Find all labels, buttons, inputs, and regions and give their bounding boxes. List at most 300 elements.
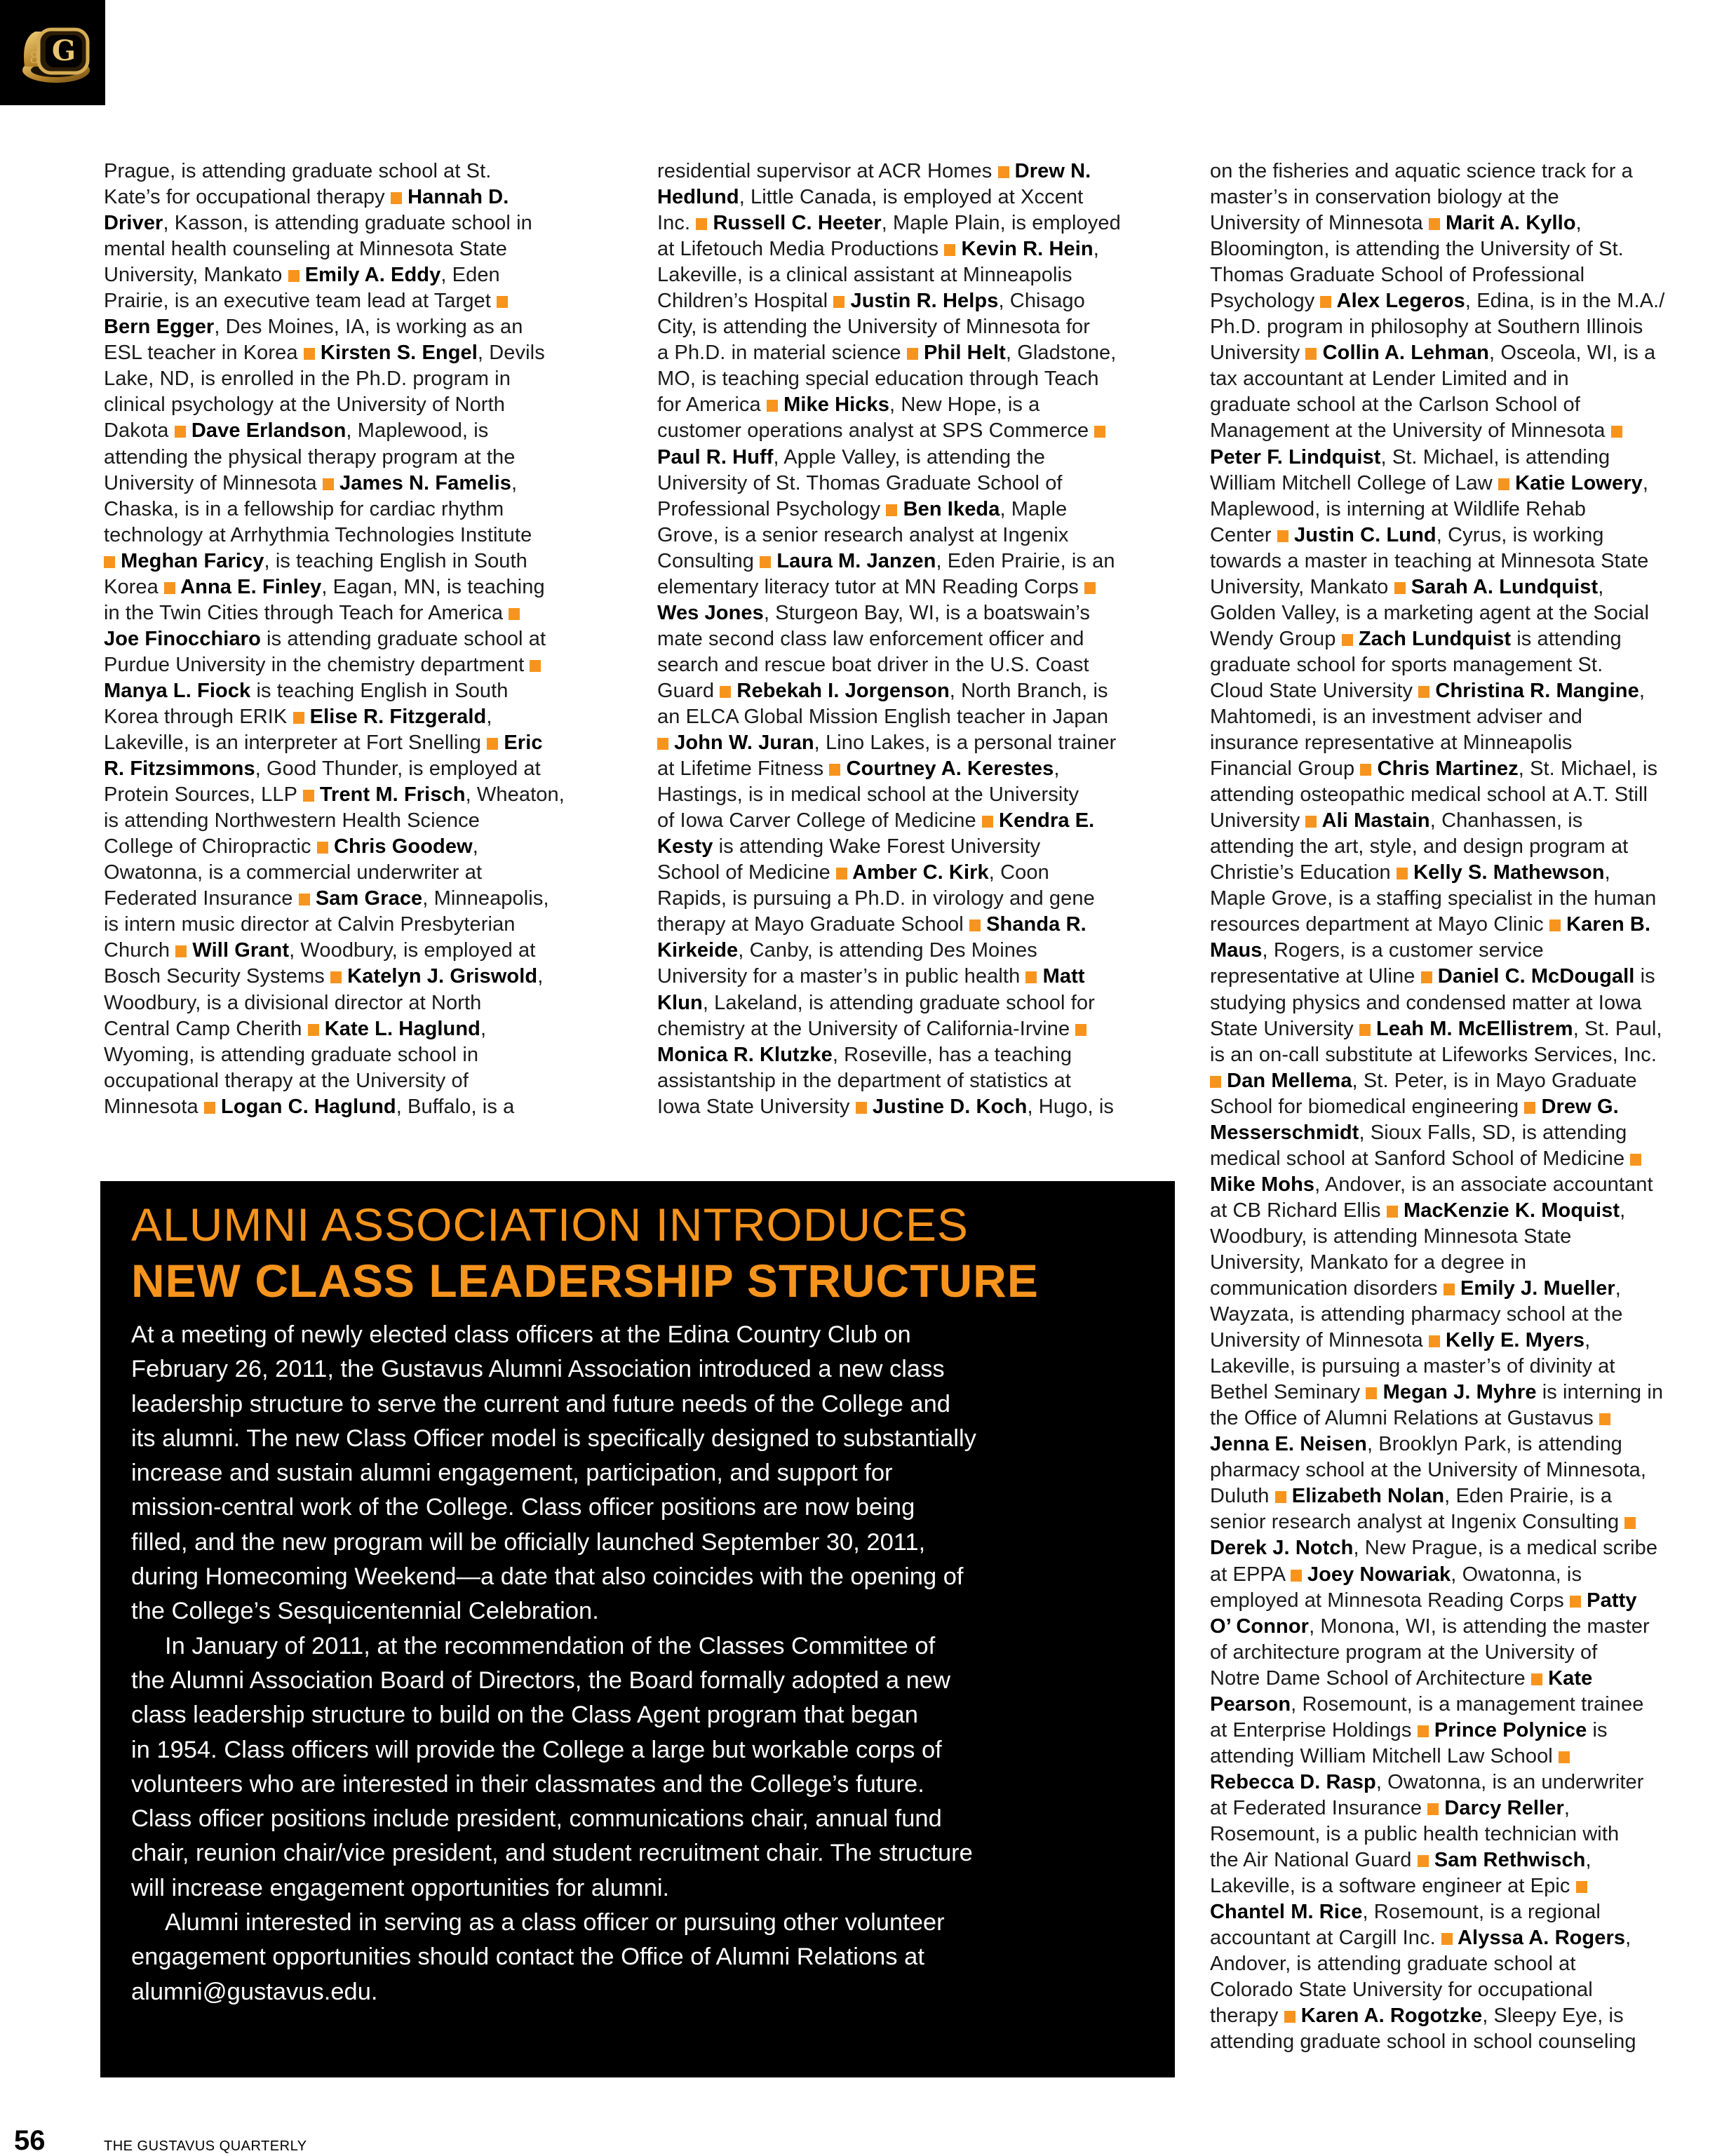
square-bullet-icon — [836, 868, 847, 880]
text-line — [1210, 1821, 1729, 1847]
text-line — [1210, 523, 1729, 548]
text-line — [1210, 808, 1729, 834]
square-bullet-icon — [1624, 1517, 1636, 1529]
text-line — [657, 392, 1173, 418]
text-line — [104, 626, 619, 652]
note-text: Psychology — [1210, 290, 1321, 313]
text-line — [1210, 1354, 1729, 1380]
square-bullet-icon — [1441, 1933, 1453, 1945]
note-text: is interning in — [1536, 1381, 1664, 1404]
note-text: Colorado State University for occupational — [1210, 1979, 1593, 2002]
note-text: Inc. — [657, 212, 697, 235]
text-line — [657, 704, 1173, 730]
alumnus-name: Rebekah I. Jorgenson — [731, 679, 950, 702]
square-bullet-icon — [323, 478, 334, 490]
note-text: , Gladstone, — [1005, 342, 1117, 365]
note-text: therapy — [1210, 2005, 1284, 2028]
note-text: at Lifetouch Media Productions — [657, 238, 945, 261]
note-text: University of Minnesota — [1210, 1329, 1429, 1352]
page-number: 56 — [14, 2125, 46, 2156]
alumnus-name: Alyssa A. Rogers — [1452, 1927, 1626, 1950]
note-text: , — [511, 471, 518, 494]
text-line — [104, 288, 619, 314]
text-line — [1210, 626, 1729, 652]
text-line — [1210, 1457, 1729, 1483]
feature-body-line: chair, reunion chair/vice president, and student recruitment chair. The structure — [131, 1840, 973, 1867]
svg-text:8: 8 — [29, 50, 39, 67]
publication-title: THE GUSTAVUS QUARTERLY — [104, 2138, 307, 2154]
text-line — [1210, 1925, 1729, 1951]
feature-article-box — [100, 1181, 1175, 2077]
note-text: , Woodbury, is employed at — [289, 939, 536, 962]
square-bullet-icon — [175, 426, 186, 438]
square-bullet-icon — [104, 556, 115, 568]
alumnus-name: Ali Mastain — [1317, 809, 1430, 833]
note-text: , — [1598, 575, 1604, 598]
feature-body-line: leadership structure to serve the current and future needs of the College and — [131, 1390, 950, 1417]
note-text: Cloud State University — [1210, 679, 1419, 702]
note-text: , Buffalo, is a — [396, 1095, 515, 1118]
feature-headline-bold: NEW CLASS LEADERSHIP STRUCTURE — [131, 1255, 1039, 1307]
feature-body-line: volunteers who are interested in their classmates and the College’s future. — [131, 1770, 924, 1798]
note-text: at EPPA — [1210, 1563, 1291, 1586]
note-text: is attending graduate school at — [260, 627, 546, 650]
note-text: is attending Wake Forest University — [713, 835, 1041, 858]
alumnus-name: Russell C. Heeter — [707, 212, 882, 235]
note-text: representative at Uline — [1210, 965, 1421, 988]
square-bullet-icon — [1630, 1154, 1641, 1166]
alumnus-name: Daniel C. McDougall — [1432, 965, 1635, 988]
note-text: , Roseville, has a teaching — [832, 1043, 1072, 1066]
note-text: Bethel Seminary — [1210, 1381, 1366, 1404]
note-text: , — [1575, 212, 1582, 235]
square-bullet-icon — [833, 296, 845, 308]
text-line — [657, 366, 1173, 392]
alumnus-name: Anna E. Finley — [175, 575, 322, 598]
square-bullet-icon — [1524, 1102, 1535, 1114]
feature-body-line: mission-central work of the College. Class officer positions are now being — [131, 1494, 915, 1521]
text-line — [1210, 1692, 1729, 1718]
note-text: , — [1642, 471, 1648, 494]
square-bullet-icon — [1418, 1855, 1429, 1867]
text-line — [1210, 1328, 1729, 1354]
alumnus-name: Elise R. Fitzgerald — [304, 705, 487, 728]
text-line — [104, 1068, 619, 1094]
square-bullet-icon — [767, 400, 778, 412]
text-line — [657, 288, 1173, 314]
square-bullet-icon — [1421, 971, 1432, 983]
text-line — [1210, 366, 1729, 392]
square-bullet-icon — [487, 738, 498, 750]
alumnus-name: Chris Goodew — [328, 835, 473, 858]
note-text: medical school at Sanford School of Medicine — [1210, 1147, 1631, 1170]
alumnus-name: Katelyn J. Griswold — [342, 965, 538, 988]
note-text: assistantship in the department of statistics at — [657, 1069, 1071, 1092]
note-text: at Enterprise Holdings — [1210, 1718, 1418, 1741]
alumnus-name: Paul R. Huff — [657, 445, 774, 469]
square-bullet-icon — [1094, 426, 1105, 438]
text-line — [1210, 678, 1729, 704]
text-line — [1210, 964, 1729, 990]
note-text: master’s in conservation biology at the — [1210, 186, 1559, 209]
note-text: Minnesota — [104, 1095, 204, 1118]
alumnus-name: Kate — [1542, 1666, 1593, 1690]
note-text: , Chisago — [998, 290, 1085, 313]
note-text: , Lino Lakes, is a personal trainer — [814, 732, 1117, 755]
square-bullet-icon — [304, 348, 315, 360]
text-line — [1210, 704, 1729, 730]
note-text: technology at Arrhythmia Technologies Institute — [104, 523, 532, 546]
square-bullet-icon — [330, 971, 342, 983]
square-bullet-icon — [696, 218, 707, 230]
text-line — [104, 366, 619, 392]
square-bullet-icon — [657, 738, 668, 750]
note-text: attending the art, style, and design program at — [1210, 835, 1629, 858]
note-text: , — [480, 1017, 487, 1040]
square-bullet-icon — [204, 1102, 215, 1114]
note-text: chemistry at the University of California-Irvine — [657, 1017, 1076, 1040]
square-bullet-icon — [720, 686, 731, 698]
note-text: , — [1620, 1199, 1626, 1222]
note-text: is — [1634, 965, 1655, 988]
note-text: Owatonna, is a commercial underwriter at — [104, 861, 483, 884]
note-text: on the fisheries and aquatic science track for a — [1210, 160, 1633, 182]
alumnus-name: Wes Jones — [657, 601, 764, 624]
note-text: Church — [104, 939, 176, 962]
note-text: , Eden Prairie, is an — [936, 549, 1115, 572]
text-line — [1210, 1172, 1729, 1198]
alumnus-name: Rebecca D. Rasp — [1210, 1770, 1376, 1793]
note-text: University of Minnesota — [104, 471, 323, 494]
class-ring-logo — [0, 0, 105, 105]
square-bullet-icon — [1291, 1570, 1302, 1582]
note-text: , Brooklyn Park, is attending — [1366, 1433, 1622, 1456]
note-text: at CB Richard Ellis — [1210, 1199, 1387, 1222]
alumnus-name: Manya L. Fiock — [104, 679, 251, 702]
text-line — [657, 236, 1173, 262]
text-line — [104, 159, 619, 184]
square-bullet-icon — [1397, 868, 1408, 880]
alumnus-name: Matt — [1037, 965, 1085, 988]
note-text: , Sturgeon Bay, WI, is a boatswain’s — [763, 601, 1091, 624]
alumnus-name: Hannah D. — [401, 186, 509, 209]
text-line — [1210, 2003, 1729, 2029]
alumnus-name: Kate L. Haglund — [318, 1017, 480, 1040]
note-text: the Air National Guard — [1210, 1849, 1418, 1872]
alumnus-name: Kesty — [657, 835, 713, 858]
text-line — [1210, 418, 1729, 444]
text-line — [104, 834, 619, 860]
text-line — [1210, 860, 1729, 886]
note-text: Woodbury, is attending Minnesota State — [1210, 1225, 1572, 1248]
text-line — [104, 471, 619, 497]
square-bullet-icon — [1284, 2011, 1296, 2023]
text-line — [657, 523, 1173, 548]
note-text: Lakeville, is a clinical assistant at Minneapolis — [657, 264, 1072, 287]
text-line — [657, 418, 1173, 444]
alumnus-name: Klun — [657, 991, 703, 1014]
note-text: Prairie, is an executive team lead at Target — [104, 290, 497, 313]
text-line — [104, 1042, 619, 1068]
text-line — [657, 808, 1173, 834]
alumnus-name: Karen B. — [1560, 913, 1651, 936]
note-text: is intern music director at Calvin Presbyterian — [104, 913, 516, 936]
text-line — [1210, 497, 1729, 523]
note-text: studying physics and condensed matter at Iowa — [1210, 991, 1642, 1014]
alumnus-name: Bern Egger — [104, 316, 215, 339]
alumnus-name: Messerschmidt — [1210, 1121, 1359, 1144]
text-line — [657, 938, 1173, 964]
note-text: Wyoming, is attending graduate school in — [104, 1043, 479, 1066]
text-line — [1210, 1666, 1729, 1692]
square-bullet-icon — [1576, 1881, 1587, 1893]
text-line — [657, 1042, 1173, 1068]
alumnus-name: Justine D. Koch — [866, 1095, 1028, 1118]
note-text: graduate school for sports management St. — [1210, 653, 1603, 676]
alumnus-name: Drew N. — [1009, 160, 1091, 182]
text-line — [657, 445, 1173, 471]
feature-headline-light: ALUMNI ASSOCIATION INTRODUCES — [131, 1199, 969, 1251]
text-line — [1210, 782, 1729, 808]
alumnus-name: Meghan Faricy — [115, 549, 264, 572]
text-line — [1210, 1873, 1729, 1899]
alumnus-name: Alex Legeros — [1331, 290, 1465, 313]
text-line — [104, 1094, 619, 1120]
square-bullet-icon — [829, 764, 840, 776]
text-line — [657, 834, 1173, 860]
text-line — [657, 886, 1173, 912]
square-bullet-icon — [1599, 1413, 1610, 1425]
text-line — [1210, 1224, 1729, 1250]
alumnus-name: Derek J. Notch — [1210, 1537, 1354, 1560]
alumnus-name: Will Grant — [187, 939, 290, 962]
note-text: , Owatonna, is an underwriter — [1375, 1770, 1644, 1793]
alumnus-name: Laura M. Janzen — [771, 549, 936, 572]
note-text: , St. Michael, is attending — [1380, 445, 1610, 469]
alumnus-name: Phil Helt — [917, 342, 1006, 365]
text-line — [1210, 1483, 1729, 1509]
note-text: , Rosemount, is a management trainee — [1291, 1692, 1644, 1716]
note-text: , New Prague, is a medical scribe — [1353, 1537, 1658, 1560]
classnotes-column-2 — [657, 159, 1173, 1120]
text-line — [657, 184, 1173, 210]
note-text: City, is attending the University of Minnesota for — [657, 316, 1090, 339]
note-text: Mahtomedi, is an investment adviser and — [1210, 705, 1582, 728]
text-line — [1210, 340, 1729, 366]
note-text: , Canby, is attending Des Moines — [738, 939, 1037, 962]
note-text: , Kasson, is attending graduate school in — [163, 212, 532, 235]
note-text: Lakeville, is an interpreter at Fort Snelling — [104, 732, 487, 755]
feature-body-line: during Homecoming Weekend—a date that also coincides with the opening of — [131, 1563, 964, 1591]
text-line — [104, 314, 619, 340]
text-line — [104, 392, 619, 418]
text-line — [1210, 1094, 1729, 1120]
text-line — [1210, 314, 1729, 340]
note-text: therapy at Mayo Graduate School — [657, 913, 969, 936]
feature-body-line: increase and sustain alumni engagement, participation, and support for — [131, 1460, 893, 1487]
text-line — [1210, 1614, 1729, 1640]
square-bullet-icon — [1360, 764, 1371, 776]
note-text: Federated Insurance — [104, 887, 299, 910]
text-line — [1210, 1120, 1729, 1146]
alumnus-name: Driver — [104, 212, 163, 235]
square-bullet-icon — [1429, 1335, 1440, 1347]
ring-letter: G — [51, 34, 76, 67]
square-bullet-icon — [509, 608, 520, 620]
text-line — [1210, 471, 1729, 497]
note-text: School of Medicine — [657, 861, 836, 884]
note-text: , Minneapolis, — [422, 887, 549, 910]
note-text: , Sleepy Eye, is — [1482, 2005, 1624, 2028]
note-text: College of Chiropractic — [104, 835, 317, 858]
note-text: Korea — [104, 575, 165, 598]
note-text: Dakota — [104, 419, 175, 443]
text-line — [104, 652, 619, 678]
note-text: , Eagan, MN, is teaching — [321, 575, 545, 598]
note-text: , Devils — [477, 342, 545, 365]
text-line — [104, 704, 619, 730]
text-line — [104, 860, 619, 886]
text-line — [1210, 1718, 1729, 1744]
note-text: Andover, is attending graduate school at — [1210, 1953, 1576, 1976]
text-line — [657, 548, 1173, 574]
square-bullet-icon — [308, 1024, 319, 1036]
note-text: attending graduate school in school counseling — [1210, 2030, 1636, 2054]
note-text: attending William Mitchell Law School — [1210, 1744, 1559, 1767]
square-bullet-icon — [1075, 1024, 1086, 1036]
text-line — [1210, 1588, 1729, 1614]
note-text: University of Minnesota — [1210, 212, 1429, 235]
note-text: customer operations analyst at SPS Commerce — [657, 419, 1095, 443]
square-bullet-icon — [1342, 634, 1353, 646]
feature-body-line: its alumni. The new Class Officer model is specifically designed to substantially — [131, 1424, 976, 1452]
note-text: , St. Michael, is — [1518, 757, 1658, 781]
square-bullet-icon — [391, 192, 402, 204]
note-text: at Federated Insurance — [1210, 1796, 1428, 1819]
square-bullet-icon — [317, 842, 328, 854]
text-line — [1210, 262, 1729, 288]
note-text: , St. Paul, — [1573, 1017, 1662, 1040]
note-text: Wendy Group — [1210, 627, 1342, 650]
note-text: , North Branch, is — [949, 679, 1108, 702]
note-text: an ELCA Global Mission English teacher in Japan — [657, 705, 1109, 728]
alumnus-name: Elizabeth Nolan — [1286, 1485, 1445, 1508]
note-text: is teaching English in South — [250, 679, 509, 702]
note-text: , Des Moines, IA, is working as an — [214, 316, 523, 339]
text-line — [104, 262, 619, 288]
text-line — [657, 471, 1173, 497]
note-text: attending the physical therapy program at the — [104, 445, 516, 469]
note-text: Kate’s for occupational therapy — [104, 186, 391, 209]
feature-body-line: the College’s Sesquicentennial Celebration. — [131, 1598, 599, 1625]
text-line — [104, 782, 619, 808]
feature-body-line: Alumni interested in serving as a class officer or pursuing other volunteer — [165, 1909, 945, 1936]
text-line — [104, 418, 619, 444]
alumnus-name: Dan Mellema — [1221, 1069, 1352, 1092]
note-text: Iowa State University — [657, 1095, 856, 1118]
note-text: is an on-call substitute at Lifeworks Services, Inc. — [1210, 1043, 1657, 1066]
alumnus-name: Kelly E. Myers — [1439, 1329, 1585, 1352]
note-text: Consulting — [657, 549, 760, 572]
note-text: , — [1585, 1849, 1592, 1872]
note-text: , Cyrus, is working — [1436, 523, 1604, 546]
note-text: Duluth — [1210, 1485, 1275, 1508]
text-line — [1210, 1250, 1729, 1276]
note-text: accountant at Cargill Inc. — [1210, 1927, 1441, 1950]
text-line — [1210, 1847, 1729, 1873]
note-text: , is teaching English in South — [264, 549, 527, 572]
note-text: , Maplewood, is — [346, 419, 489, 443]
alumnus-name: James N. Famelis — [333, 471, 512, 494]
text-line — [104, 497, 619, 523]
classnotes-column-3 — [1210, 159, 1729, 2055]
class-ring-icon — [0, 0, 105, 105]
text-line — [1210, 600, 1729, 626]
text-line — [1210, 1406, 1729, 1431]
alumnus-name: Eric — [498, 732, 543, 755]
alumnus-name: Trent M. Frisch — [314, 783, 466, 807]
note-text: , Monona, WI, is attending the master — [1309, 1615, 1650, 1638]
alumnus-name: Mike Hicks — [777, 393, 889, 417]
square-bullet-icon — [175, 945, 187, 957]
note-text: employed at Minnesota Reading Corps — [1210, 1589, 1570, 1612]
feature-body-line: will increase engagement opportunities for alumni. — [131, 1874, 670, 1901]
text-line — [657, 1068, 1173, 1094]
text-line — [1210, 1899, 1729, 1925]
square-bullet-icon — [1559, 1751, 1570, 1763]
square-bullet-icon — [1418, 1725, 1429, 1737]
text-line — [1210, 756, 1729, 782]
note-text: , Andover, is an associate accountant — [1314, 1173, 1653, 1196]
note-text: , — [537, 965, 544, 988]
alumnus-name: Kelly S. Mathewson — [1407, 861, 1605, 884]
text-line — [1210, 392, 1729, 418]
note-text: is attending Northwestern Health Science — [104, 809, 480, 833]
note-text: University — [1210, 342, 1306, 365]
alumnus-name: Ben Ikeda — [897, 497, 1000, 520]
square-bullet-icon — [1444, 1284, 1455, 1295]
text-line — [104, 210, 619, 236]
alumnus-name: Jenna E. Neisen — [1210, 1433, 1367, 1456]
note-text: resources department at Mayo Clinic — [1210, 913, 1549, 936]
note-text: MO, is teaching special education through Teach — [657, 368, 1099, 391]
text-line — [657, 990, 1173, 1016]
note-text: , Apple Valley, is attending the — [773, 445, 1045, 469]
text-line — [104, 808, 619, 834]
text-line — [1210, 1744, 1729, 1770]
note-text: residential supervisor at ACR Homes — [657, 160, 998, 182]
square-bullet-icon — [1275, 1491, 1286, 1503]
text-line — [104, 756, 619, 782]
alumnus-name: O’ Connor — [1210, 1615, 1310, 1638]
text-line — [657, 600, 1173, 626]
text-line — [1210, 184, 1729, 210]
square-bullet-icon — [1359, 1024, 1371, 1036]
alumnus-name: Collin A. Lehman — [1317, 342, 1489, 365]
text-line — [657, 159, 1173, 184]
note-text: Guard — [657, 679, 720, 702]
note-text: , Maple — [1000, 497, 1068, 520]
note-text: , Good Thunder, is employed at — [255, 757, 541, 781]
text-line — [657, 574, 1173, 600]
note-text: , Chanhassen, is — [1429, 809, 1583, 833]
text-line — [1210, 445, 1729, 471]
text-line — [1210, 990, 1729, 1016]
text-line — [1210, 912, 1729, 938]
note-text: insurance representative at Minneapolis — [1210, 732, 1573, 755]
text-line — [1210, 574, 1729, 600]
note-text: occupational therapy at the University of — [104, 1069, 469, 1092]
